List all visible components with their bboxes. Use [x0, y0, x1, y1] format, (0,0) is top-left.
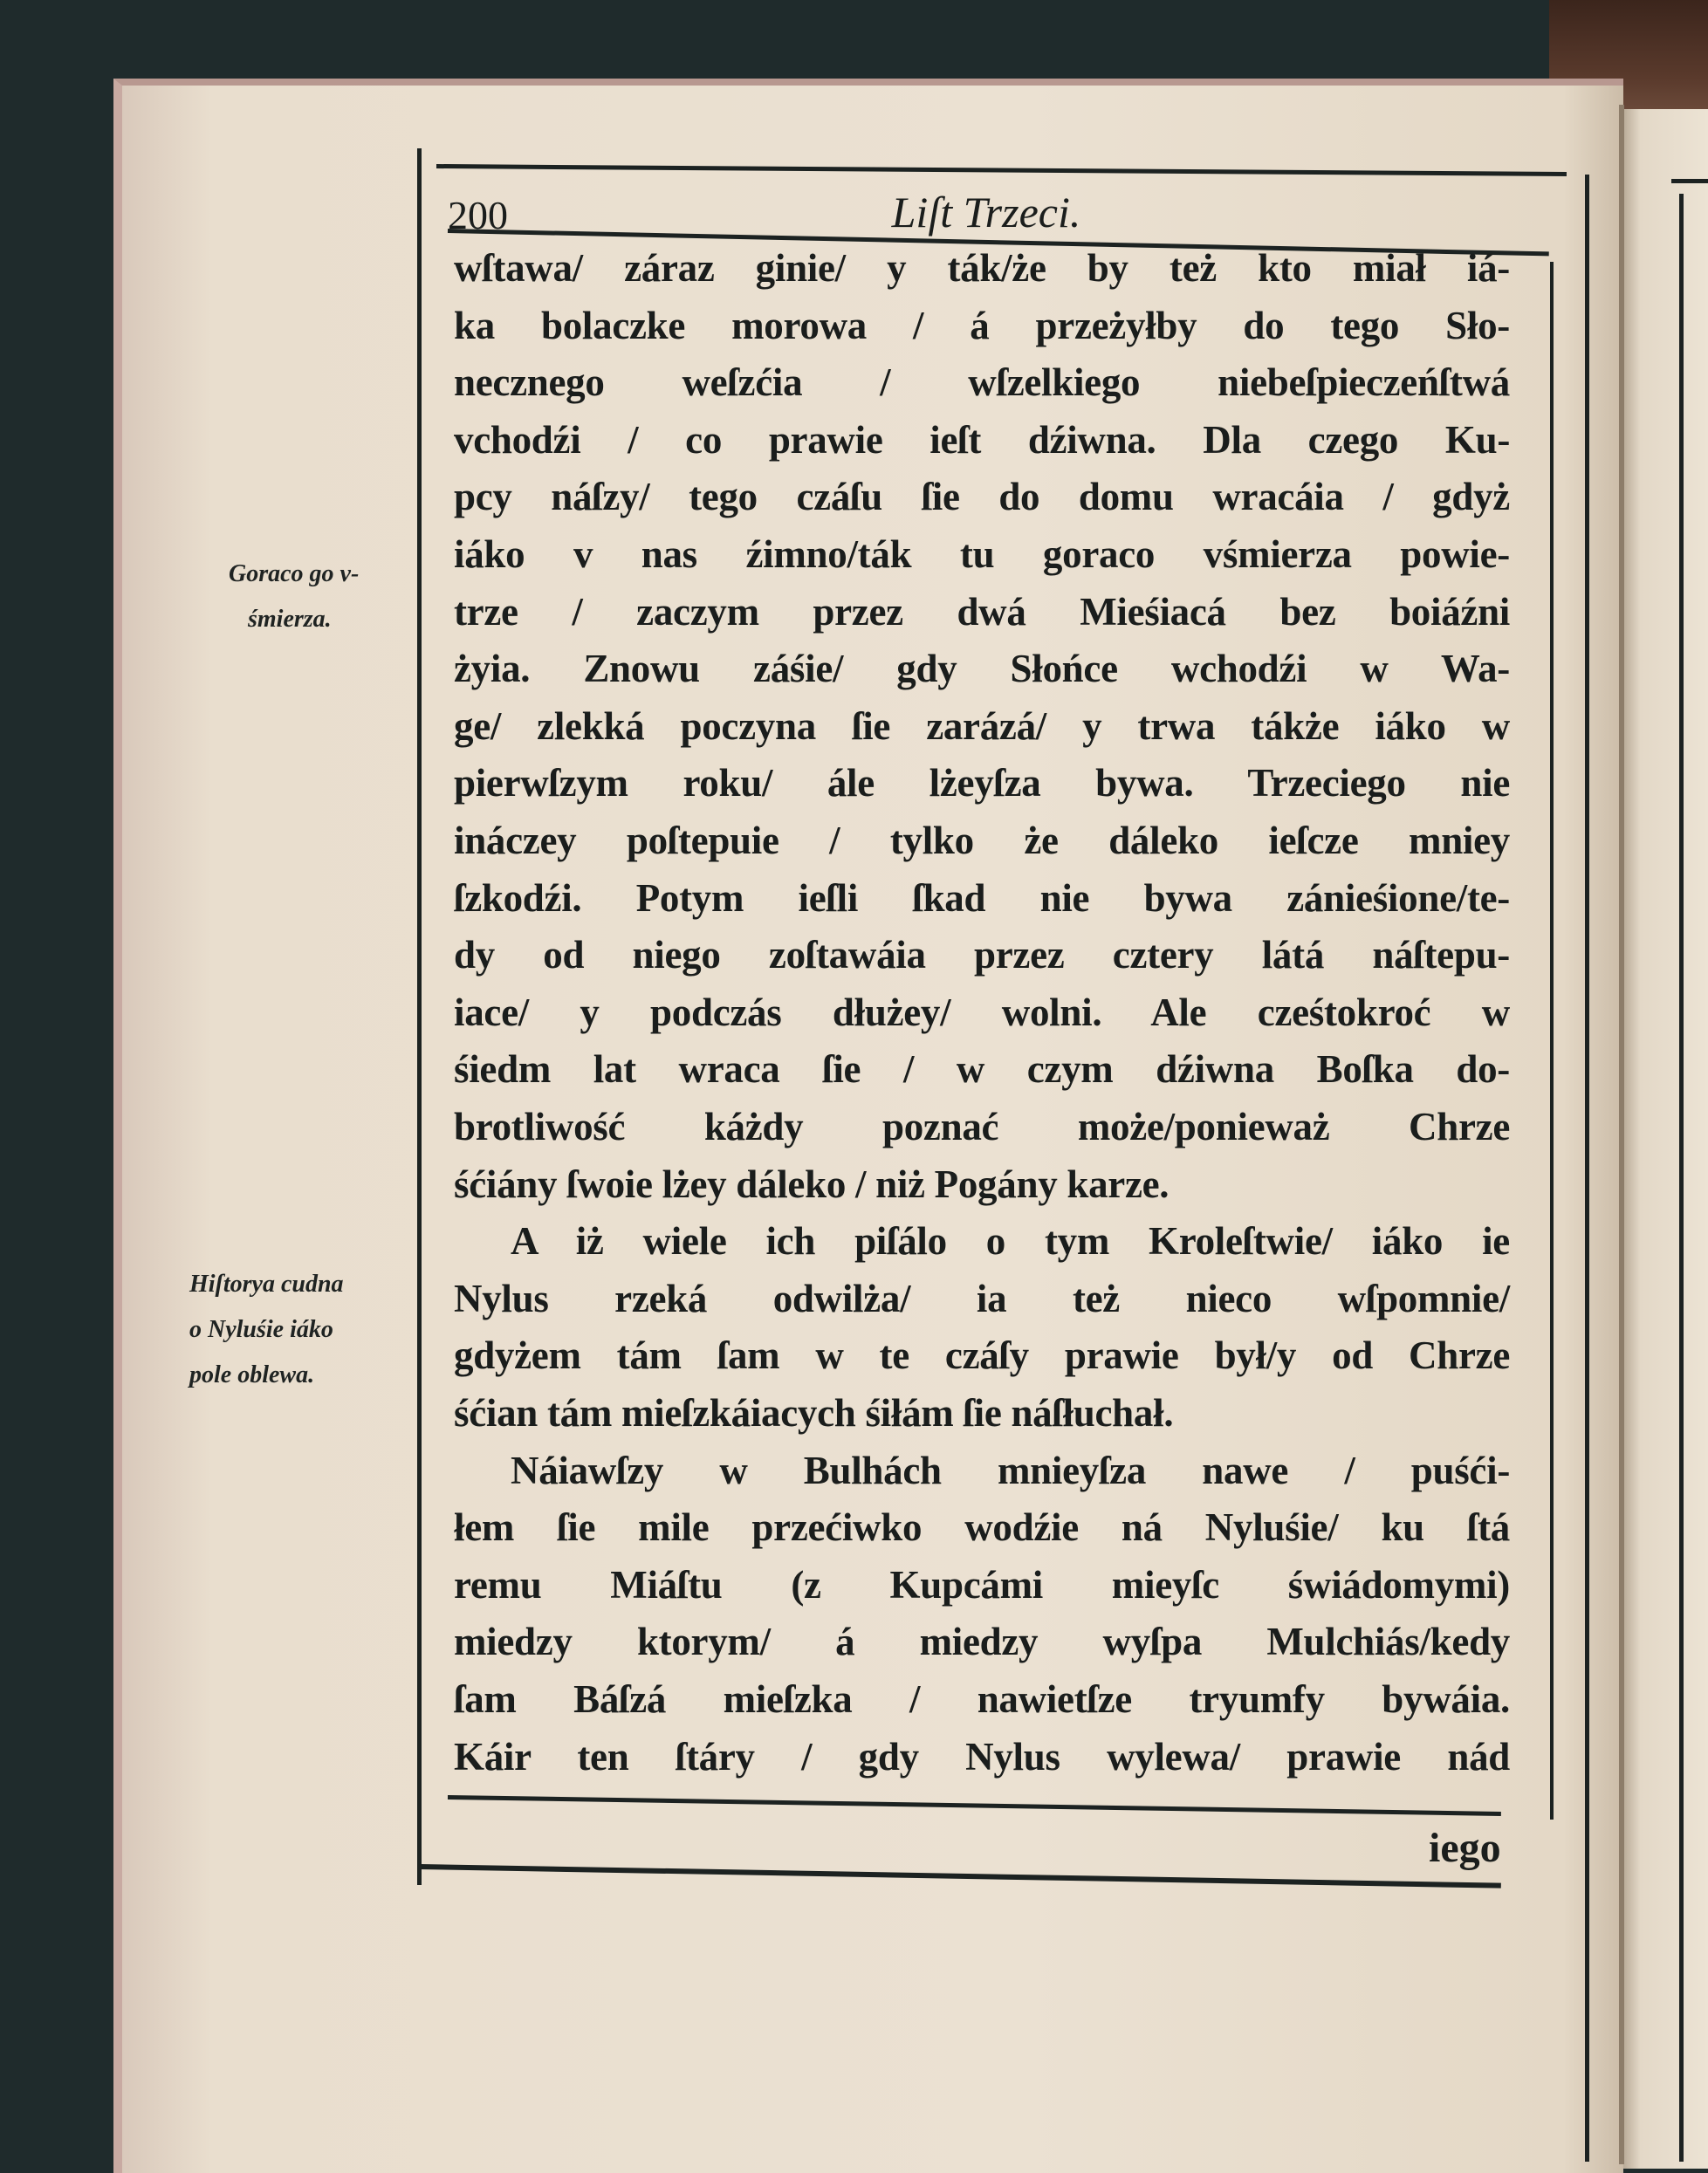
text-line: śiedm lat wraca ſie / w czym dźiwna Boſka do- — [454, 1047, 1510, 1092]
text-line: vchodźi / co prawie ieſt dźiwna. Dla czego Ku- — [454, 417, 1510, 462]
text-line: żyia. Znowu záśie/ gdy Słońce wchodźi w Wa- — [454, 647, 1510, 691]
text-line: ge/ zlekká poczyna ſie zarázá/ y trwa tákże iáko w — [454, 703, 1510, 748]
text-line: pierwſzym roku/ ále lżeyſza bywa. Trzeciego nie — [454, 761, 1510, 805]
margin-note-line: śmierza. — [248, 606, 332, 633]
text-line: Náiawſzy w Bulhách mnieyſza nawe / puśći- — [511, 1448, 1510, 1492]
text-line: necznego weſzćia / wſzelkiego niebeſpieczeńſtwá — [454, 360, 1510, 405]
running-title: Liſt Trzeci. — [891, 188, 1081, 236]
text-line: ináczey poſtepuie / tylko że dáleko ieſcze mniey — [454, 819, 1510, 862]
text-line: wſtawa/ záraz ginie/ y ták/że by też kto miał iá- — [454, 246, 1510, 290]
text-line: ka bolaczke morowa / á przeżyłby do tego Sło- — [454, 303, 1510, 347]
text-line: śćiány ſwoie lżey dáleko / niż Pogány karze. — [454, 1162, 1170, 1206]
catchword: iego — [1429, 1825, 1501, 1871]
text-line: A iż wiele ich piſálo o tym Kroleſtwie/ iáko ie — [511, 1219, 1510, 1264]
margin-note-1 — [229, 552, 359, 642]
frame-right-rule — [1550, 262, 1554, 1820]
margin-note-2 — [189, 1262, 344, 1398]
facing-page-top-rule — [1671, 179, 1708, 183]
margin-note-line: pole oblewa. — [189, 1361, 315, 1388]
text-line: łem ſie mile przećiwko wodźie ná Nyluśie/ ku ſtá — [454, 1505, 1510, 1550]
text-line: dy od niego zoſtawáia przez cztery látá náſtepu- — [454, 933, 1510, 977]
text-line: ſzkodźi. Potym ieſli ſkad nie bywa zánieśione/te- — [454, 875, 1510, 920]
text-line: Káir ten ſtáry / gdy Nylus wylewa/ prawie nád — [454, 1734, 1510, 1779]
text-line: gdyżem tám ſam w te czáſy prawie był/y od Chrze — [454, 1333, 1510, 1378]
facing-page — [1623, 109, 1708, 2169]
text-line: iáko v nas źimno/ták tu goraco vśmierza powie- — [454, 532, 1510, 576]
text-line: remu Miáſtu (z Kupcámi mieyſc świádomymi) — [454, 1562, 1510, 1607]
text-line: śćian tám mieſzkáiacych śiłám ſie náſłuchał. — [454, 1391, 1174, 1435]
text-line: ſam Báſzá mieſzka / nawietſze tryumfy bywáia. — [454, 1677, 1510, 1721]
text-line: brotliwość káżdy poznać może/ponieważ Chrze — [454, 1105, 1510, 1148]
text-line: Nylus rzeká odwilża/ ia też nieco wſpomnie/ — [454, 1276, 1510, 1320]
margin-note-line: Hiſtorya cudna — [189, 1271, 344, 1298]
text-line: miedzy ktorym/ á miedzy wyſpa Mulchiás/kedy — [454, 1620, 1510, 1664]
page-number: 200 — [448, 193, 508, 237]
text-line: pcy náſzy/ tego czáſu ſie do domu wracáia / gdyż — [454, 475, 1510, 519]
gutter — [1619, 105, 1624, 2164]
margin-note-line: Goraco go v- — [229, 560, 360, 587]
text-line: iace/ y podczás dłużey/ wolni. Ale cześtokroć w — [454, 990, 1510, 1034]
facing-page-rule — [1679, 194, 1684, 2162]
text-line: trze / zaczym przez dwá Mieśiacá bez boiáźni — [454, 589, 1510, 634]
outer-right-rule — [1585, 175, 1589, 2162]
frame-left-rule — [417, 148, 422, 1885]
margin-note-line: o Nyluśie iáko — [189, 1316, 333, 1343]
